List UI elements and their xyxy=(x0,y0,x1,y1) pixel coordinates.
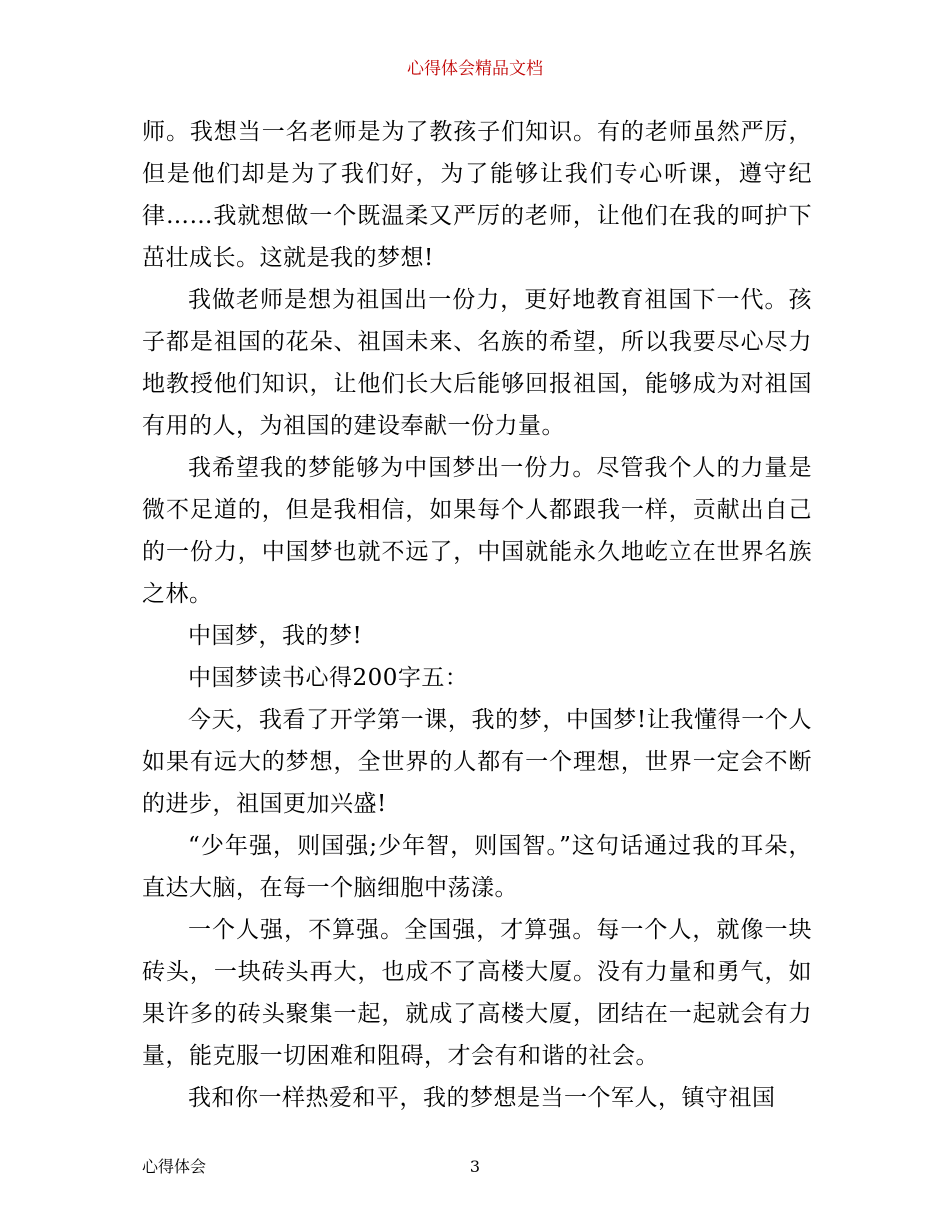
paragraph: 我做老师是想为祖国出一份力，更好地教育祖国下一代。孩子都是祖国的花朵、祖国未来、名族的希望，所以我要尽心尽力地教授他们知识，让他们长大后能够回报祖国，能够成为对祖国有用的人，为祖国的建设奉献一份力量。 xyxy=(142,287,812,439)
paragraph-quote: “少年强，则国强;少年智，则国智。”这句话通过我的耳朵，直达大脑，在每一个脑细胞中荡漾。 xyxy=(142,833,812,901)
page-number: 3 xyxy=(469,1157,481,1176)
footer-label: 心得体会 xyxy=(142,1157,207,1176)
document-body xyxy=(142,111,812,1119)
paragraph: 中国梦，我的梦! xyxy=(188,623,363,649)
page-footer xyxy=(0,1155,950,1179)
paragraph: 我希望我的梦能够为中国梦出一份力。尽管我个人的力量是微不足道的，但是我相信，如果每个人都跟我一样，贡献出自己的一份力，中国梦也就不远了，中国就能永久地屹立在世界名族之林。 xyxy=(142,455,812,607)
paragraph: 今天，我看了开学第一课，我的梦，中国梦!让我懂得一个人如果有远大的梦想，全世界的人都有一个理想，世界一定会不断的进步，祖国更加兴盛! xyxy=(142,707,812,817)
paragraph: 一个人强，不算强。全国强，才算强。每一个人，就像一块砖头，一块砖头再大，也成不了高楼大厦。没有力量和勇气，如果许多的砖头聚集一起，就成了高楼大厦，团结在一起就会有力量，能克服一切困难和阻碍，才会有和谐的社会。 xyxy=(142,917,812,1069)
paragraph: 我和你一样热爱和平，我的梦想是当一个军人，镇守祖国 xyxy=(188,1085,776,1111)
section-heading: 中国梦读书心得200字五： xyxy=(188,665,469,691)
page-header-title: 心得体会精品文档 xyxy=(407,59,543,79)
paragraph-continuation: 师。我想当一名老师是为了教孩子们知识。有的老师虽然严厉，但是他们却是为了我们好，为了能够让我们专心听课，遵守纪律……我就想做一个既温柔又严厉的老师，让他们在我的呵护下茁壮成长。这就是我的梦想! xyxy=(142,119,812,271)
